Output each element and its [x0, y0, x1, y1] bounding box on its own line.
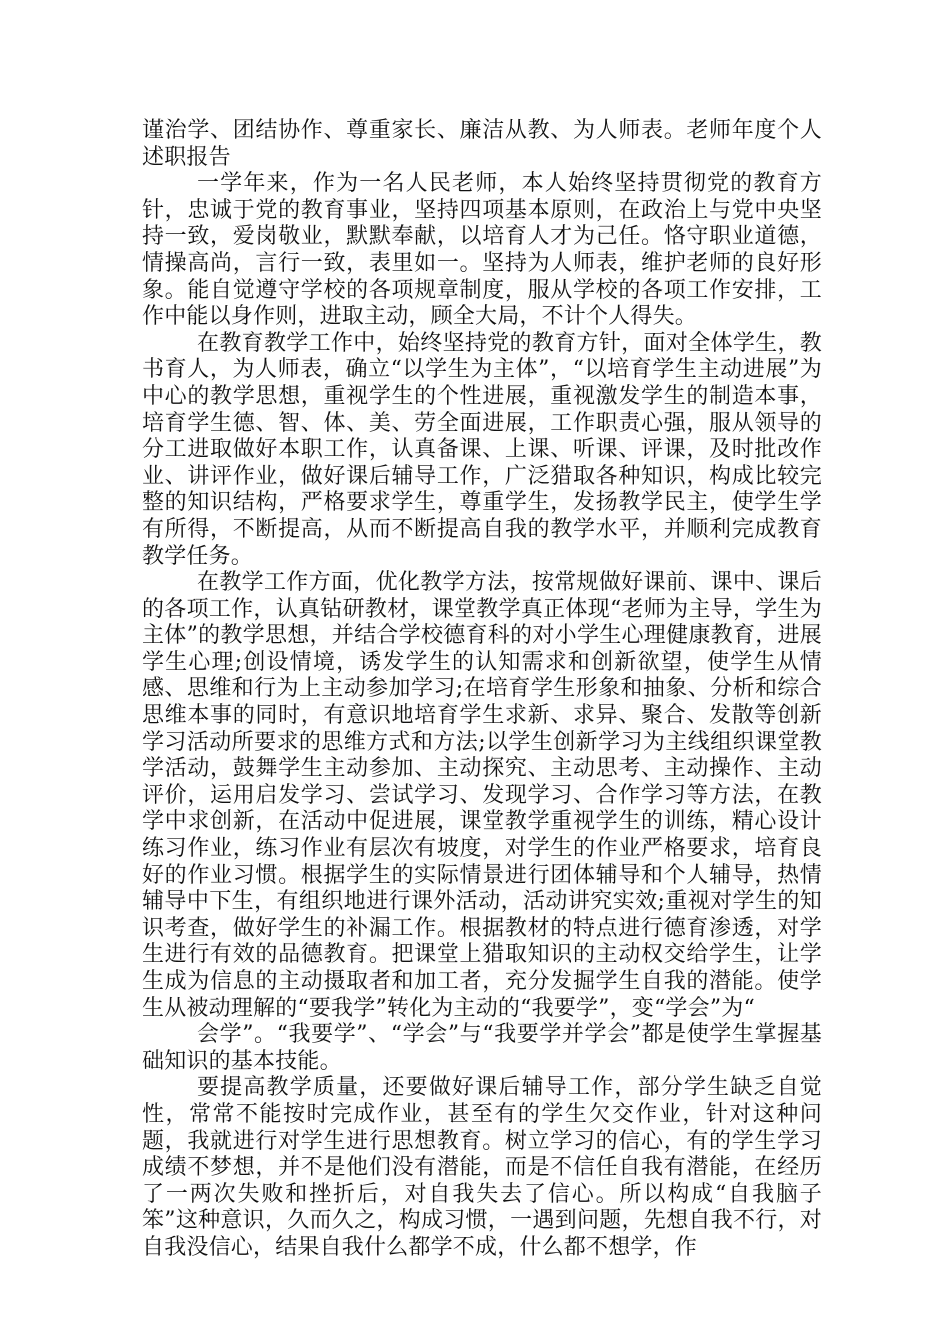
paragraph-6: 要提高教学质量，还要做好课后辅导工作，部分学生缺乏自觉性，常常不能按时完成作业，甚至有的学生欠交作业，针对这种问题，我就进行对学生进行思想教育。树立学习的信心，有的学生学习成绩不梦想，并不是他们没有潜能，而是不信任自我有潜能，在经历了一两次失败和挫折后，对自我失去了信心。所以构成“自我脑子笨”这种意识，久而久之，构成习惯，一遇到问题，先想自我不行，对自我没信心，结果自我什么都学不成，什么都不想学，作 [142, 1075, 822, 1260]
paragraph-3: 在教育教学工作中，始终坚持党的教育方针，面对全体学生，教书育人，为人师表，确立“以学生为主体”，“以培育学生主动进展”为中心的教学思想，重视学生的个性进展，重视激发学生的制造本事，培育学生德、智、体、美、劳全面进展，工作职责心强，服从领导的分工进取做好本职工作，认真备课、上课、听课、评课，及时批改作业、讲评作业，做好课后辅导工作，广泛猎取各种知识，构成比较完整的知识结构，严格要求学生，尊重学生，发扬教学民主，使学生学有所得，不断提高，从而不断提高自我的教学水平，并顺利完成教育教学任务。 [142, 330, 822, 569]
paragraph-2: 一学年来，作为一名人民老师，本人始终坚持贯彻党的教育方针，忠诚于党的教育事业，坚持四项基本原则，在政治上与党中央坚持一致，爱岗敬业，默默奉献，以培育人才为己任。恪守职业道德，情操高尚，言行一致，表里如一。坚持为人师表，维护老师的良好形象。能自觉遵守学校的各项规章制度，服从学校的各项工作安排，工作中能以身作则，进取主动，顾全大局，不计个人得失。 [142, 171, 822, 330]
paragraph-1: 谨治学、团结协作、尊重家长、廉洁从教、为人师表。老师年度个人述职报告 [142, 118, 822, 170]
paragraph-5: 会学”。“我要学”、“学会”与“我要学并学会”都是使学生掌握基础知识的基本技能。 [142, 1022, 822, 1074]
paragraph-4: 在教学工作方面，优化教学方法，按常规做好课前、课中、课后的各项工作，认真钻研教材，课堂教学真正体现“老师为主导，学生为主体”的教学思想，并结合学校德育科的对小学生心理健康教育，进展学生心理;创设情境，诱发学生的认知需求和创新欲望，使学生从情感、思维和行为上主动参加学习;在培育学生形象和抽象、分析和综合思维本事的同时，有意识地培育学生求新、求异、聚合、发散等创新学习活动所要求的思维方式和方法;以学生创新学习为主线组织课堂教学活动，鼓舞学生主动参加、主动探究、主动思考、主动操作、主动评价，运用启发学习、尝试学习、发现学习、合作学习等方法，在教学中求创新，在活动中促进展，课堂教学重视学生的训练，精心设计练习作业，练习作业有层次有坡度，对学生的作业严格要求，培育良好的作业习惯。根据学生的实际情景进行团体辅导和个人辅导，热情辅导中下生，有组织地进行课外活动，活动讲究实效;重视对学生的知识考查，做好学生的补漏工作。根据教材的特点进行德育渗透，对学生进行有效的品德教育。把课堂上猎取知识的主动权交给学生，让学生成为信息的主动摄取者和加工者，充分发掘学生自我的潜能。使学生从被动理解的“要我学”转化为主动的“我要学”，变“学会”为“ [142, 570, 822, 1021]
document-body [142, 118, 822, 1262]
